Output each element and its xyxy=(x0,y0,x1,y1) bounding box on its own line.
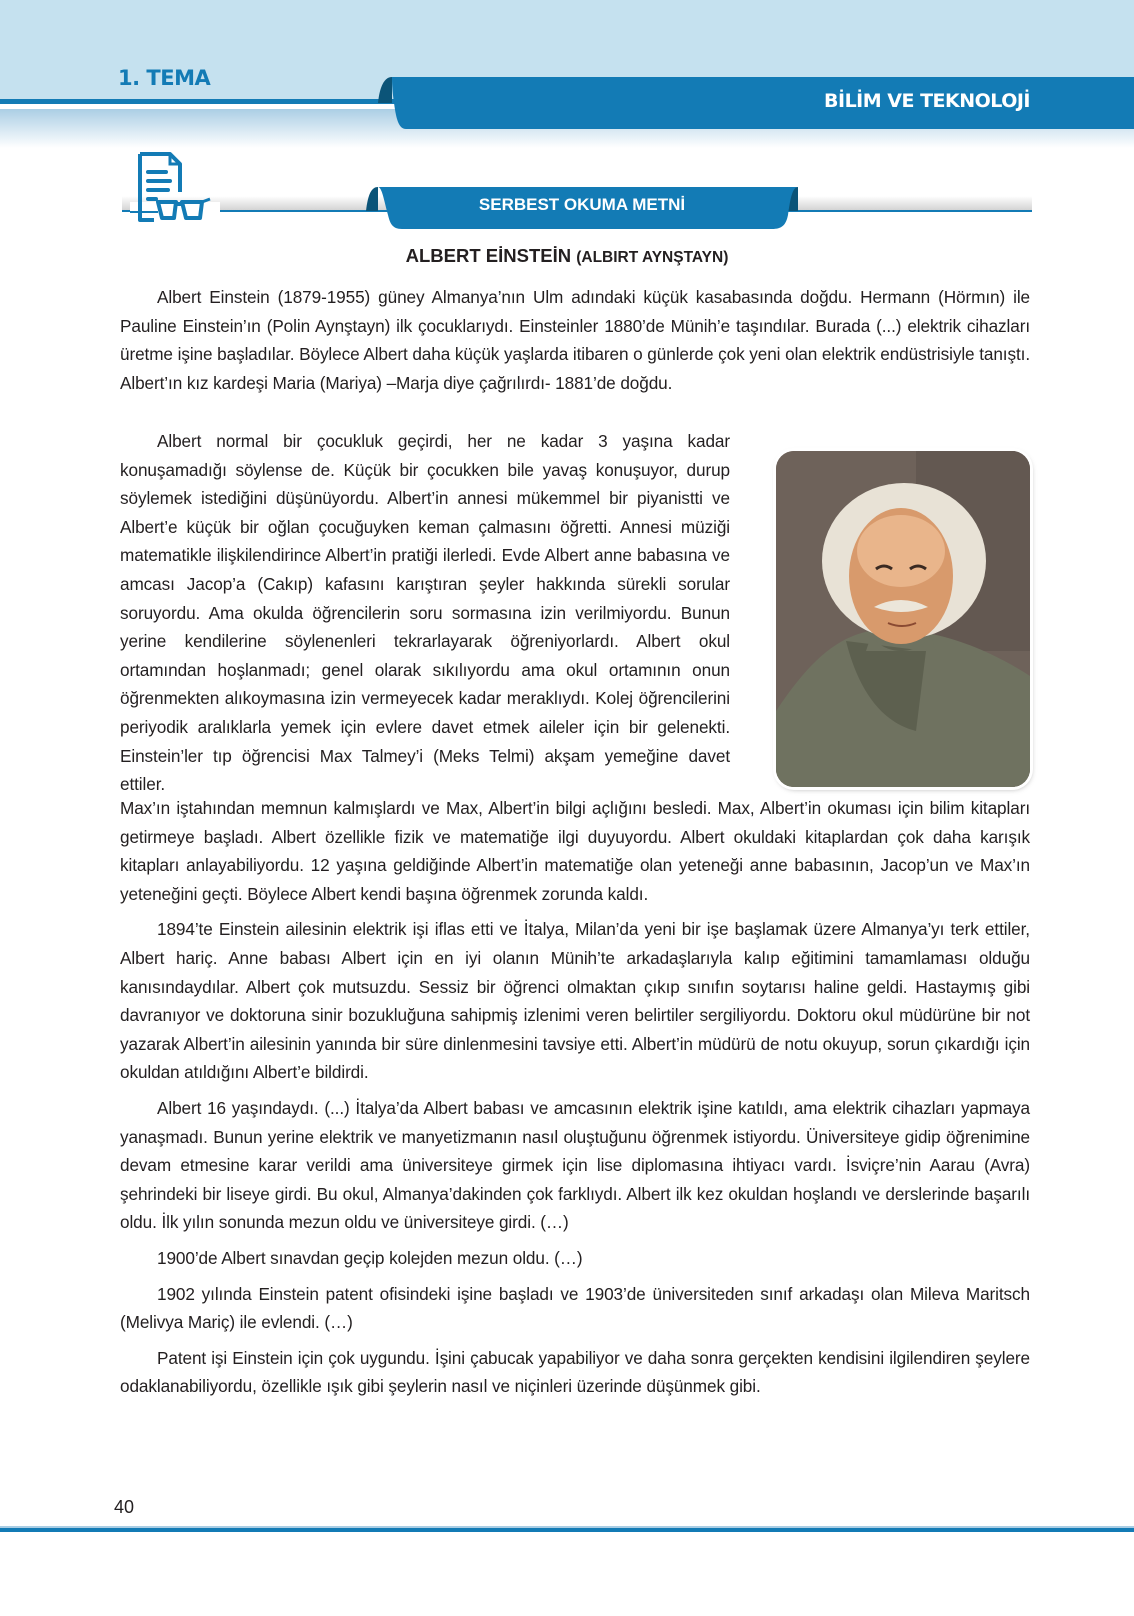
paragraph: Max’ın iştahından memnun kalmışlardı ve Max, Albert’in bilgi açlığını besledi. Max, Albert’in okuması için bilim kitapları getirmeye başladı. Albert özellikle fizik ve matematiğe ilgi duyuyordu. Albert okuldaki kitaplardan çok daha karışık kitapları anlayabiliyordu. 12 yaşına geldiğinde Albert’in matematiğe olan yeteneği anne babasının, Jacop’un ve Max’ın yeteneğini geçti. Böylece Albert kendi başına öğrenmek zorunda kaldı. xyxy=(120,798,1030,904)
article-title-main: ALBERT EİNSTEİN xyxy=(405,245,572,266)
article-title xyxy=(0,245,1134,267)
article-body-bottom xyxy=(120,794,1030,1408)
reading-glasses-document-icon xyxy=(130,150,220,225)
page-number: 40 xyxy=(114,1497,135,1517)
article-body-wrapped xyxy=(120,427,730,806)
paragraph: 1902 yılında Einstein patent ofisindeki işine başladı ve 1903’de üniversiteden sınıf arkadaşı olan Mileva Maritsch (Melivya Mariç) ile evlendi. (…) xyxy=(120,1283,1030,1333)
footer-line xyxy=(0,1528,1134,1532)
theme-title: BİLİM VE TEKNOLOJİ xyxy=(824,90,1030,112)
paragraph: Albert Einstein (1879-1955) güney Almanya’nın Ulm adındaki küçük kasabasında doğdu. Hermann (Hörmın) ile Pauline Einstein’ın (Polin Aynştayn) ilk çocuklarıydı. Einsteinler 1880’de Münih’e taşındılar. Burada (...) elektrik cihazları üretme işine başladılar. Böylece Albert daha küçük yaşlarda itibaren o günlerde çok yeni olan elektrik endüstrisiyle tanıştı. Albert’ın kız kardeşi Maria (Mariya) –Marja diye çağrılırdı- 1881’de doğdu. xyxy=(120,287,1030,393)
header-white-stripe xyxy=(0,104,410,109)
einstein-portrait-image xyxy=(776,451,1030,787)
article-title-pronunciation: (ALBIRT AYNŞTAYN) xyxy=(576,249,729,266)
paragraph: 1894’te Einstein ailesinin elektrik işi iflas etti ve İtalya, Milan’da yeni bir işe başlamak üzere Almanya’yı terk ettiler, Albert hariç. Anne babası Albert için en iyi olanın Münih’te arkadaşlarıyla kalıp eğitimini tamamlaması olduğu kanısındaydılar. Albert çok mutsuzdu. Sessiz bir öğrenci olmaktan çıkıp sınıfın soytarısı haline geldi. Hastaymış gibi davranıyor ve doktoruna sinir bozukluğuna sahipmiş izlenimi veren belirtiler sergiliyordu. Doktoru okul müdürüne bir not yazarak Albert’in ailesinin yanında bir süre dinlenmesini tavsiye etti. Albert’in müdürü de notu okuyup, sorun çıkardığı için okuldan atıldığını Albert’e bildirdi. xyxy=(120,919,1030,1083)
paragraph: Patent işi Einstein için çok uygundu. İşini çabucak yapabiliyor ve daha sonra gerçekten kendisini ilgilendiren şeylere odaklanabiliyordu, özellikle ışık gibi şeylerin nasıl ve niçinleri üzerinde düşünmek gibi. xyxy=(120,1347,1030,1397)
theme-label: 1. TEMA xyxy=(118,66,211,90)
portrait-illustration xyxy=(776,451,1030,787)
paragraph: Albert normal bir çocukluk geçirdi, her ne kadar 3 yaşına kadar konuşamadığı söylense de. Küçük bir çocukken bile yavaş konuşuyor, durup söylemek istediğini düşünüyordu. Albert’in annesi mükemmel bir piyanistti ve Albert’e küçük bir oğlan çocuğuyken keman çalmasını öğretti. Annesi müziği matematikle ilişkilendirince Albert’in pratiği ilerledi. Evde Albert anne babasına ve amcası Jacop’a (Cakıp) kafasını karıştıran şeyler hakkında sürekli sorular soruyordu. Ama okulda öğrencilerin soru sormasına izin verilmiyordu. Bunun yerine kendilerine söylenenleri tekrarlayarak öğreniyorlardı. Albert okul ortamından hoşlanmadı; genel olarak sıkılıyordu ama okul ortamının onun öğrenmekten alıkoymasına izin vermeyecek kadar meraklıydı. Kolej öğrencilerini periyodik aralıklarla yemek için evlere davet etmek aileler için bir gelenekti. Einstein’ler tıp öğrencisi Max Talmey’i (Meks Telmi) akşam yemeğine davet ettiler. xyxy=(120,431,730,795)
section-label: SERBEST OKUMA METNİ xyxy=(478,195,686,214)
paragraph: 1900’de Albert sınavdan geçip kolejden mezun oldu. (…) xyxy=(157,1247,583,1268)
paragraph: Albert 16 yaşındaydı. (...) İtalya’da Albert babası ve amcasının elektrik işine katıldı, ama elektrik cihazları yapmaya yanaşmadı. Bunun yerine elektrik ve manyetizmanın nasıl oluştuğunu öğrenmek istiyordu. Üniversiteye gidip öğrenimine devam etmesine karar verildi ama üniversiteye girmek için lise diplomasına ihtiyacı vardı. İsviçre’nin Aarau (Avra) şehrindeki bir liseye girdi. Bu okul, Almanya’dakinden çok farklıydı. Albert ilk kez okuldan hoşlandı ve derslerinde başarılı oldu. İlk yılın sonunda mezun oldu ve üniversiteye girdi. (…) xyxy=(120,1097,1030,1233)
article-body-top xyxy=(120,283,1030,404)
